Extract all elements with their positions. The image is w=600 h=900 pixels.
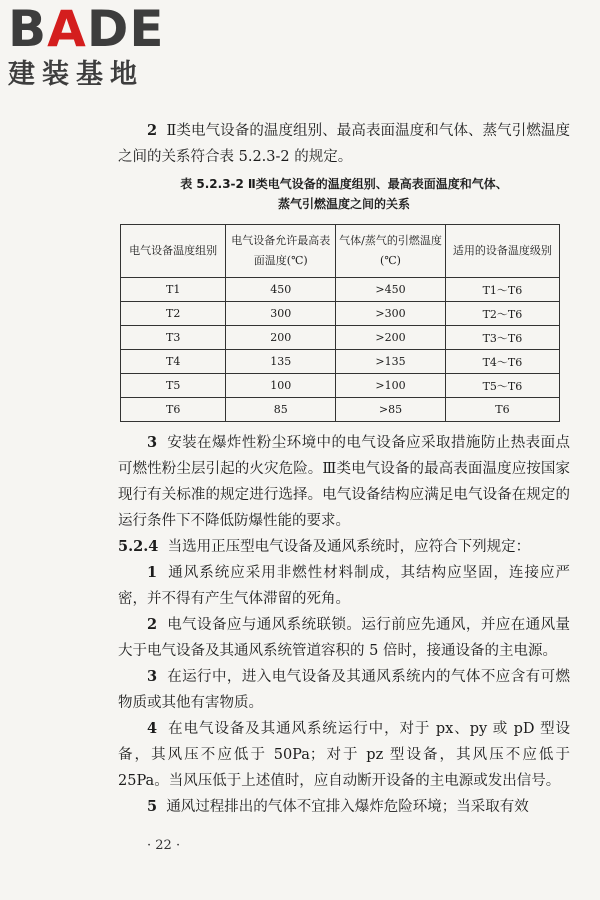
table-number: 表 5.2.3-2 — [180, 177, 244, 191]
table-row: T5 100 >100 T5～T6 — [121, 374, 560, 398]
table-row: T2 300 >300 T2～T6 — [121, 302, 560, 326]
logo-wordmark: BADE — [8, 0, 165, 58]
header-temperature-group: 电气设备温度组别 — [121, 225, 226, 278]
table-row: T4 135 >135 T4～T6 — [121, 350, 560, 374]
page-number: · 22 · — [147, 838, 181, 853]
temperature-class-table — [120, 224, 560, 422]
table-row: T1 450 >450 T1～T6 — [121, 278, 560, 302]
clause-5-2-4: 5.2.4 当选用正压型电气设备及通风系统时，应符合下列规定： — [118, 538, 531, 555]
table-title-line1: Ⅱ类电气设备的温度组别、最高表面温度和气体、 — [247, 177, 508, 191]
table-header-row — [121, 225, 560, 278]
document-body — [118, 118, 570, 820]
table-row: T3 200 >200 T3～T6 — [121, 326, 560, 350]
list-item: 3 在运行中，进入电气设备及其通风系统内的气体不应含有可燃物质或其他有害物质。 — [118, 668, 571, 711]
table-caption — [118, 174, 570, 214]
paragraph-3: 3 安装在爆炸性粉尘环境中的电气设备应采取措施防止热表面点可燃性粉尘层引起的火灾危险。Ⅲ类电气设备的最高表面温度应按国家现行有关标准的规定进行选择。电气设备结构应满足电气设备在规定的运行条件下不降低防爆性能的要求。 — [118, 434, 571, 529]
list-item: 4 在电气设备及其通风系统运行中，对于 px、py 或 pD 型设备，其风压不应低于 50Pa；对于 pz 型设备，其风压不应低于 25Pa。当风压低于上述值时，应自动断开设备的主电源或发出信号。 — [118, 720, 571, 789]
list-item: 1 通风系统应采用非燃性材料制成，其结构应坚固，连接应严密，并不得有产生气体滞留的死角。 — [118, 564, 571, 607]
list-item: 5 通风过程排出的气体不宜排入爆炸危险环境；当采取有效 — [147, 798, 529, 815]
header-applicable-class: 适用的设备温度级别 — [445, 225, 559, 278]
table-row: T6 85 >85 T6 — [121, 398, 560, 422]
intro-paragraph: 2 Ⅱ类电气设备的温度组别、最高表面温度和气体、蒸气引燃温度之间的关系符合表 5.2.3-2 的规定。 — [118, 122, 571, 165]
logo-subtitle: 建装基地 — [8, 59, 144, 90]
list-item: 2 电气设备应与通风系统联锁。运行前应先通风，并应在通风量大于电气设备及其通风系统管道容积的 5 倍时，接通设备的主电源。 — [118, 616, 571, 659]
brand-logo — [8, 0, 178, 96]
header-ignition-temp: 气体/蒸气的引燃温度(℃) — [336, 225, 446, 278]
logo-accent-letter: A — [47, 0, 87, 58]
header-max-surface-temp: 电气设备允许最高表面温度(℃) — [226, 225, 336, 278]
table-title-line2: 蒸气引燃温度之间的关系 — [277, 197, 410, 211]
